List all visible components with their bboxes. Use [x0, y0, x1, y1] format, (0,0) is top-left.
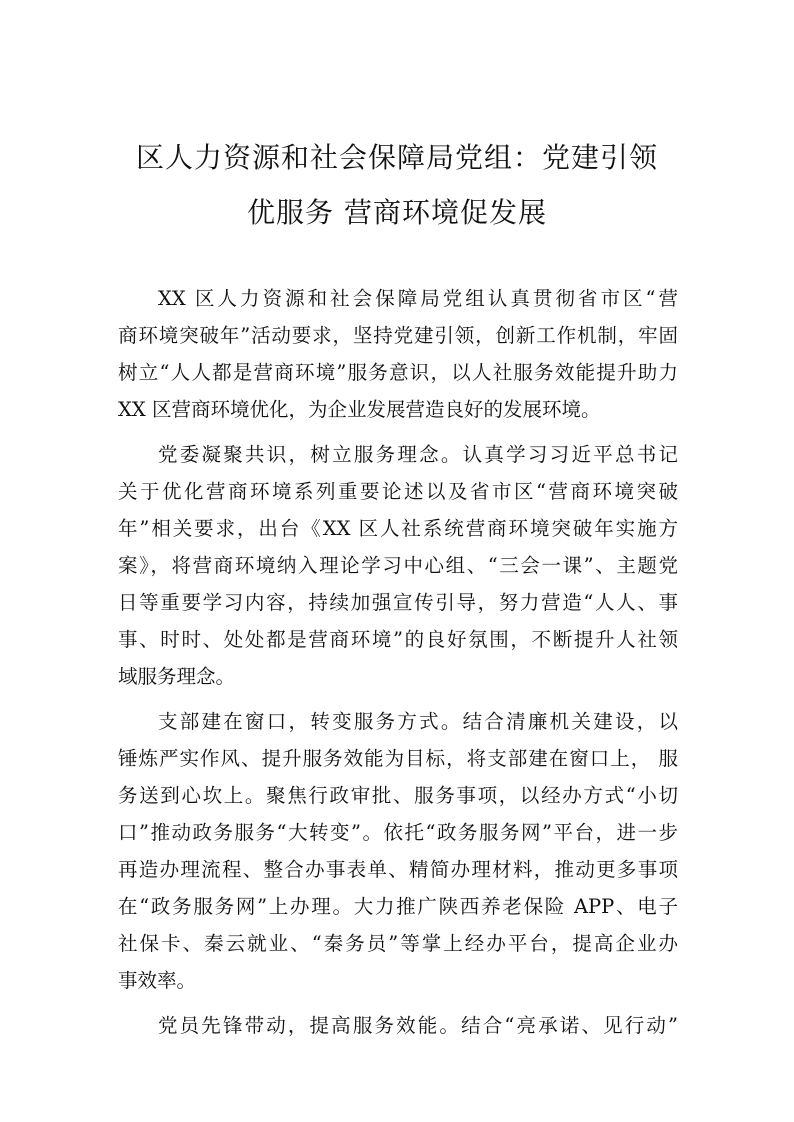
paragraph-line: 锤炼严实作风、提升服务效能为目标，将支部建在窗口上， 服 [118, 747, 678, 770]
paragraph-line: 党员先锋带动，提高服务效能。结合“亮承诺、见行动” [158, 1014, 678, 1037]
paragraph-line: XX 区营商环境优化，为企业发展营造良好的发展环境。 [118, 398, 601, 421]
paragraph-line: 事、时时、处处都是营商环境”的良好氛围，不断提升人社领 [118, 628, 678, 651]
paragraph-line: XX 区人力资源和社会保障局党组认真贯彻省市区“营 [158, 287, 678, 310]
paragraph-line: 年”相关要求，出台《XX 区人社系统营商环境突破年实施方 [118, 517, 678, 540]
paragraph-line: 务送到心坎上。聚焦行政审批、服务事项，以经办方式“小切 [118, 784, 678, 807]
title-line-1: 区人力资源和社会保障局党组：党建引领 [135, 141, 658, 174]
title-line-2: 优服务 营商环境促发展 [247, 196, 547, 229]
paragraph-line: 党委凝聚共识，树立服务理念。认真学习习近平总书记 [158, 443, 678, 466]
paragraph [118, 703, 678, 999]
paragraph-line: 在“政务服务网”上办理。大力推广陕西养老保险 APP、电子 [118, 895, 678, 918]
paragraph [118, 1007, 678, 1044]
paragraph-line: 口”推动政务服务“大转变”。依托“政务服务网”平台，进一步 [118, 821, 678, 844]
paragraph-line: 案》，将营商环境纳入理论学习中心组、“三会一课”、主题党 [118, 554, 678, 577]
paragraph-line: 社保卡、秦云就业、“秦务员”等掌上经办平台，提高企业办 [118, 932, 678, 955]
paragraph-line: 关于优化营商环境系列重要论述以及省市区“营商环境突破 [118, 480, 678, 503]
paragraph-line: 日等重要学习内容，持续加强宣传引导，努力营造“人人、事 [118, 591, 678, 614]
paragraph-line: 再造办理流程、整合办事表单、精简办理材料，推动更多事项 [118, 858, 678, 881]
paragraph-line: 商环境突破年”活动要求，坚持党建引领，创新工作机制，牢固 [118, 324, 678, 347]
paragraph-line: 支部建在窗口，转变服务方式。结合清廉机关建设，以 [158, 710, 678, 733]
document-body [118, 280, 678, 1052]
paragraph-line: 事效率。 [118, 969, 197, 992]
paragraph [118, 436, 678, 695]
paragraph-line: 域服务理念。 [118, 665, 236, 688]
paragraph [118, 280, 678, 428]
paragraph-line: 树立“人人都是营商环境”服务意识，以人社服务效能提升助力 [118, 361, 678, 384]
